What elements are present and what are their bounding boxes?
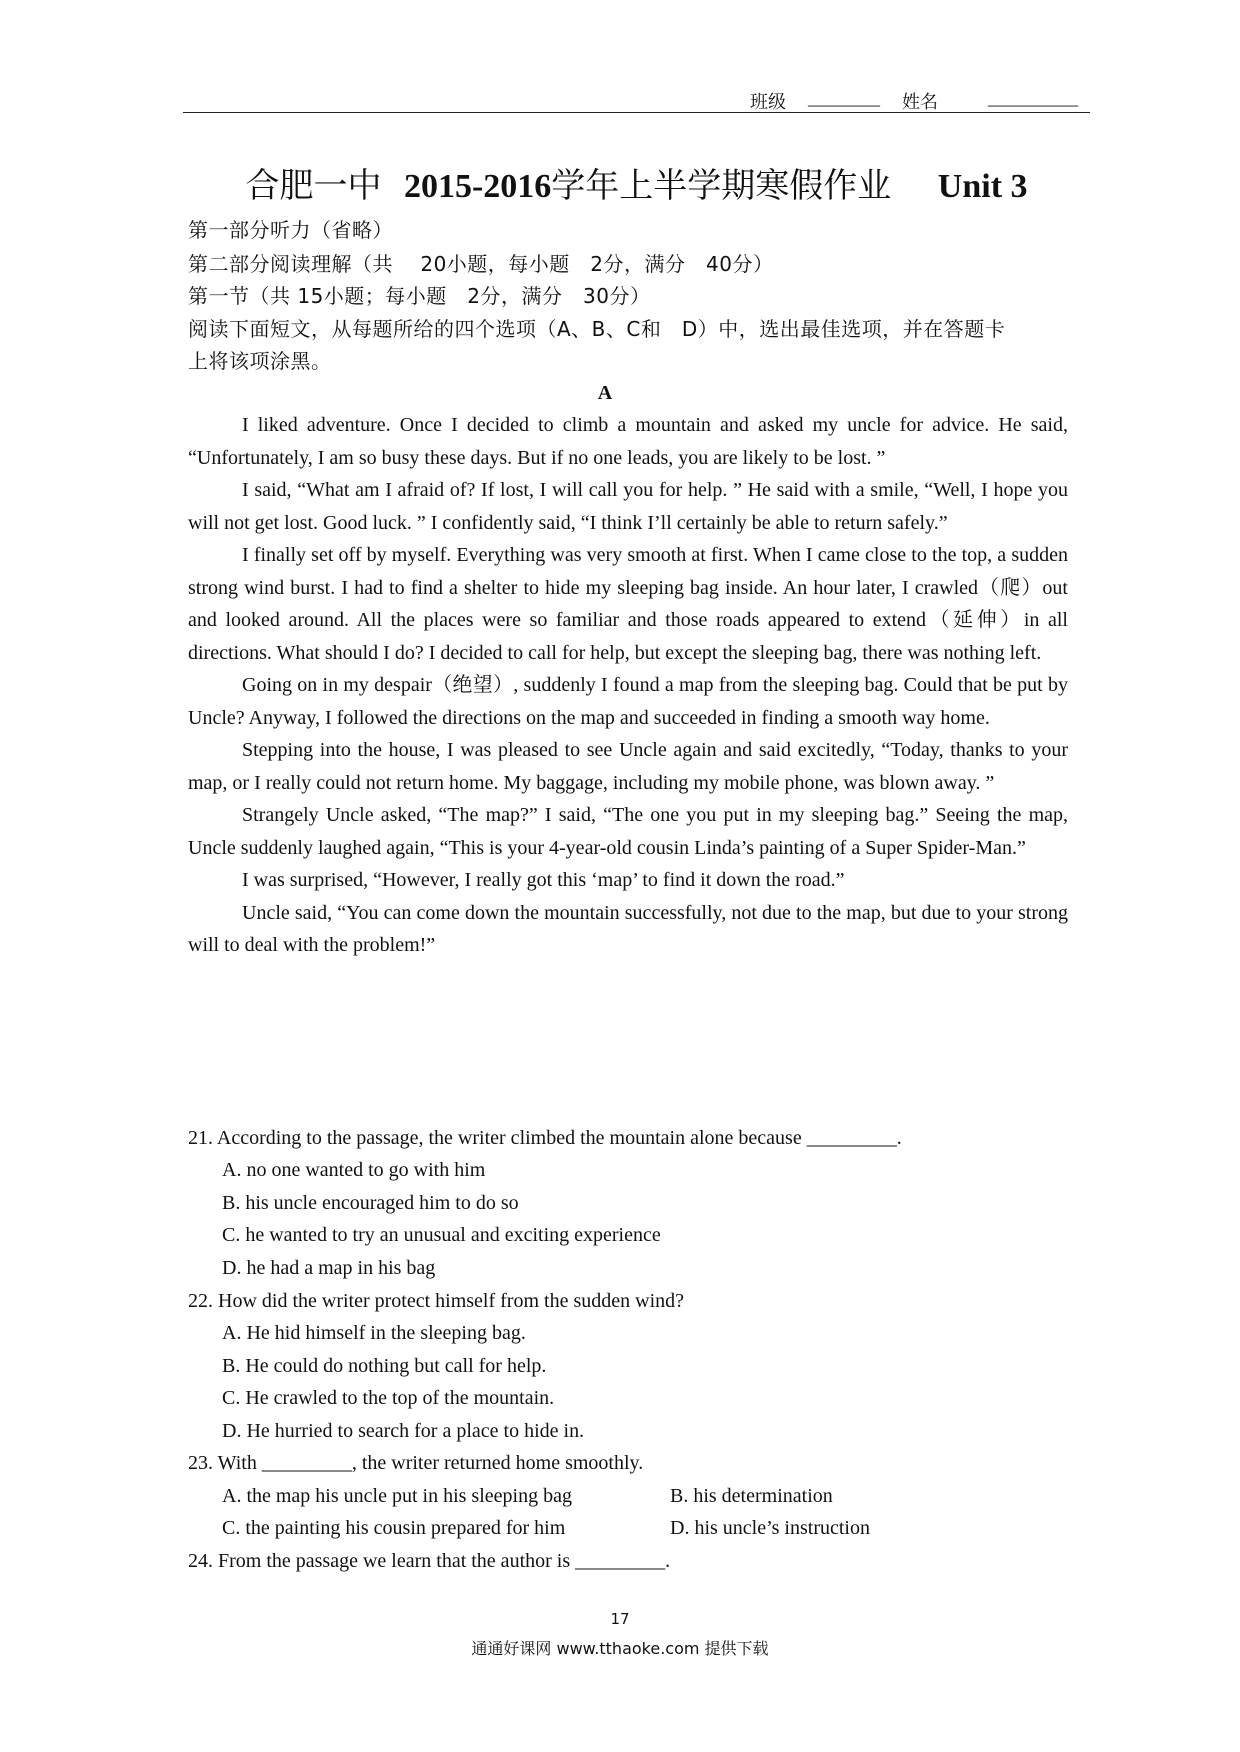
question-22: 22. How did the writer protect himself from the sudden wind?	[188, 1290, 684, 1312]
passage-paragraph: I liked adventure. Once I decided to climb a mountain and asked my uncle for advice. He said, “Unfortunately, I am so busy these days. But if no one leads, you are likely to be lost. ”	[188, 414, 1068, 469]
read-instruction-line2: 上将该项涂黑。	[188, 349, 332, 373]
part1-heading: 第一部分听力（省略）	[188, 218, 393, 242]
passage-paragraph: Uncle said, “You can come down the mountain successfully, not due to the map, but due to your strong will to deal with the problem!”	[188, 901, 1068, 956]
question-21-option-c: C. he wanted to try an unusual and exciting experience	[222, 1224, 661, 1246]
part2-heading: 第二部分阅读理解（共 20小题，每小题 2分，满分 40分）	[188, 252, 774, 276]
question-22-option-c: C. He crawled to the top of the mountain.	[222, 1387, 555, 1409]
passage-paragraph: Stepping into the house, I was pleased to see Uncle again and said excitedly, “Today, thanks to your map, or I really could not return home. My baggage, including my mobile phone, was blown away. ”	[188, 739, 1068, 794]
question-23-option-b: B. his determination	[670, 1485, 833, 1507]
name-blank: __________	[988, 88, 1078, 108]
question-23-option-d: D. his uncle’s instruction	[670, 1517, 870, 1539]
title-years: 2015-2016	[403, 168, 552, 205]
question-21-option-a: A. no one wanted to go with him	[222, 1159, 486, 1181]
question-23-option-a: A. the map his uncle put in his sleeping bag	[222, 1485, 572, 1507]
passage-paragraph: I said, “What am I afraid of? If lost, I will call you for help. ” He said with a smile, “Well, I hope you will not get lost. Good luck. ” I confidently said, “I think I’ll certainly be able to return safely.”	[188, 479, 1068, 534]
question-21: 21. According to the passage, the writer climbed the mountain alone because _________.	[188, 1127, 902, 1149]
header-rule	[183, 112, 1090, 113]
section1-heading: 第一节（共 15小题；每小题 2分，满分 30分）	[188, 284, 651, 308]
question-22-option-a: A. He hid himself in the sleeping bag.	[222, 1322, 526, 1344]
passage-paragraph: Going on in my despair（绝望）, suddenly I found a map from the sleeping bag. Could that be put by Uncle? Anyway, I followed the directions on the map and succeeded in finding a smooth way home.	[188, 674, 1068, 729]
title-unit: Unit 3	[937, 168, 1028, 205]
passage-body	[188, 409, 1068, 962]
question-21-option-b: B. his uncle encouraged him to do so	[222, 1192, 519, 1214]
class-blank: ________	[808, 88, 880, 108]
title-school: 合肥一中	[245, 168, 382, 205]
question-22-option-d: D. He hurried to search for a place to hide in.	[222, 1420, 585, 1442]
passage-paragraph: I was surprised, “However, I really got this ‘map’ to find it down the road.”	[242, 869, 845, 891]
question-23-option-c: C. the painting his cousin prepared for him	[222, 1517, 566, 1539]
passage-paragraph: I finally set off by myself. Everything was very smooth at first. When I came close to the top, a sudden strong wind burst. I had to find a shelter to hide my sleeping bag inside. An hour later, I crawled（爬）out and looked around. All the places were so familiar and those roads appeared to extend（延伸）in all directions. What should I do? I decided to call for help, but except the sleeping bag, there was nothing left.	[188, 544, 1068, 664]
question-22-option-b: B. He could do nothing but call for help.	[222, 1355, 547, 1377]
header-info	[750, 88, 1090, 112]
page-title	[183, 158, 1090, 207]
question-24: 24. From the passage we learn that the author is _________.	[188, 1550, 671, 1572]
question-21-option-d: D. he had a map in his bag	[222, 1257, 436, 1279]
read-instruction-line1: 阅读下面短文，从每题所给的四个选项（A、B、C和 D）中，选出最佳选项，并在答题卡	[188, 317, 1006, 341]
class-label: 班级	[750, 92, 786, 112]
page-number: 17	[610, 1610, 630, 1628]
footer-source: 通通好课网 www.tthaoke.com 提供下载	[471, 1639, 769, 1658]
question-23: 23. With _________, the writer returned home smoothly.	[188, 1452, 644, 1474]
name-label: 姓名	[902, 92, 938, 112]
passage-paragraph: Strangely Uncle asked, “The map?” I said, “The one you put in my sleeping bag.” Seeing the map, Uncle suddenly laughed again, “This is your 4-year-old cousin Linda’s painting of a Super Spider-Man.”	[188, 804, 1068, 859]
title-term: 学年上半学期寒假作业	[551, 168, 892, 205]
passage-letter: A	[597, 382, 613, 404]
